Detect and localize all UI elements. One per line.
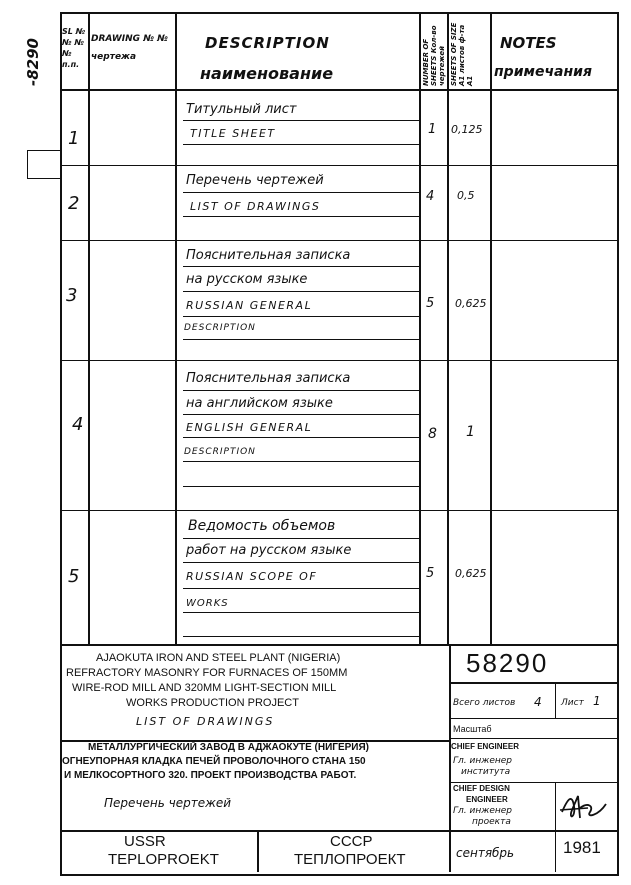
- chief-engineer-ru-1: Гл. инженер: [453, 756, 513, 766]
- project-ru-line-3: И МЕЛКОСОРТНОГО 320. ПРОЕКТ ПРОИЗВОДСТВА РАБОТ.: [64, 770, 357, 781]
- row-5-number: 5: [68, 566, 80, 587]
- chief-engineer-en: CHIEF ENGINEER: [451, 742, 520, 751]
- header-sheets-a1: SHEETS OF SIZE A1 листов ф-та А1: [450, 22, 474, 86]
- header-drawing-no: DRAWING № № чертежа: [91, 34, 168, 62]
- total-sheets-label: Всего листов: [453, 698, 516, 708]
- row-5-a1: 0,625: [455, 567, 487, 580]
- chief-design-en-2: ENGINEER: [466, 795, 508, 804]
- row-1-line-1: Титульный лист: [186, 102, 297, 117]
- header-description-ru: наименование: [200, 64, 334, 83]
- header-number-of-sheets: NUMBER OF SHEETS Кол-во чертежей: [422, 25, 446, 86]
- row-4-line-1: Пояснительная записка: [186, 371, 351, 386]
- row-2-a1: 0,5: [457, 189, 475, 202]
- document-number: 58290: [466, 648, 549, 678]
- doc-title-en: LIST OF DRAWINGS: [136, 715, 275, 728]
- project-ru-line-1: МЕТАЛЛУРГИЧЕСКИЙ ЗАВОД В АДЖАОКУТЕ (НИГЕРИЯ): [88, 742, 369, 753]
- row-3-line-3: RUSSIAN GENERAL: [186, 299, 313, 312]
- org-en-line-1: USSR: [124, 833, 166, 850]
- row-3-line-2: на русском языке: [186, 272, 308, 287]
- row-2-line-2: LIST OF DRAWINGS: [190, 200, 321, 213]
- chief-engineer-ru-2: института: [461, 767, 511, 777]
- header-notes-ru: примечания: [494, 64, 592, 80]
- doc-title-ru: Перечень чертежей: [104, 796, 232, 810]
- row-5-line-4: WORKS: [186, 598, 229, 609]
- header-sl-no: SL №№ №№ п.п.: [62, 27, 86, 69]
- margin-number: -8290: [24, 38, 42, 86]
- row-4-line-2: на английском языке: [186, 396, 333, 411]
- project-en-line-3: WIRE-ROD MILL AND 320MM LIGHT-SECTION MILL: [72, 682, 337, 694]
- row-2-line-1: Перечень чертежей: [186, 173, 324, 188]
- project-ru-line-2: ОГНЕУПОРНАЯ КЛАДКА ПЕЧЕЙ ПРОВОЛОЧНОГО СТАНА 150: [62, 756, 366, 767]
- chief-design-ru-2: проекта: [472, 817, 511, 827]
- row-5-line-2: работ на русском языке: [186, 543, 352, 558]
- date: сентябрь: [456, 846, 515, 860]
- sheet-label: Лист: [561, 698, 584, 708]
- row-3-line-1: Пояснительная записка: [186, 248, 351, 263]
- row-4-sheets: 8: [428, 426, 437, 442]
- org-ru-line-1: СССР: [330, 833, 373, 850]
- sheet-number: 1: [593, 694, 601, 708]
- total-sheets-value: 4: [534, 695, 542, 709]
- org-ru-line-2: ТЕПЛОПРОЕКТ: [294, 851, 406, 868]
- header-description-en: DESCRIPTION: [205, 34, 330, 52]
- row-3-a1: 0,625: [455, 297, 487, 310]
- row-4-line-4: DESCRIPTION: [184, 447, 256, 457]
- row-4-line-3: ENGLISH GENERAL: [186, 421, 313, 434]
- row-1-sheets: 1: [428, 122, 437, 137]
- scale-label: Масштаб: [453, 724, 492, 734]
- year: 1981: [563, 838, 601, 857]
- row-3-sheets: 5: [426, 296, 435, 311]
- project-en-line-4: WORKS PRODUCTION PROJECT: [126, 697, 299, 709]
- chief-design-ru-1: Гл. инженер: [453, 806, 513, 816]
- row-5-line-1: Ведомость объемов: [188, 518, 336, 534]
- row-3-line-4: DESCRIPTION: [184, 323, 256, 333]
- row-3-number: 3: [66, 285, 78, 306]
- row-2-number: 2: [68, 193, 80, 214]
- header-notes-en: NOTES: [500, 34, 557, 52]
- chief-design-en-1: CHIEF DESIGN: [453, 784, 510, 793]
- row-1-number: 1: [68, 128, 80, 149]
- row-1-a1: 0,125: [451, 123, 483, 136]
- row-5-sheets: 5: [426, 566, 435, 581]
- project-en-line-2: REFRACTORY MASONRY FOR FURNACES OF 150MM: [66, 667, 348, 679]
- row-5-line-3: RUSSIAN SCOPE OF: [186, 570, 318, 583]
- row-1-line-2: TITLE SHEET: [190, 127, 276, 140]
- org-en-line-2: TEPLOPROEKT: [108, 851, 219, 868]
- signature: [558, 788, 612, 826]
- row-2-sheets: 4: [426, 189, 435, 204]
- project-en-line-1: AJAOKUTA IRON AND STEEL PLANT (NIGERIA): [96, 652, 341, 664]
- row-4-number: 4: [72, 414, 84, 435]
- row-4-a1: 1: [466, 424, 475, 440]
